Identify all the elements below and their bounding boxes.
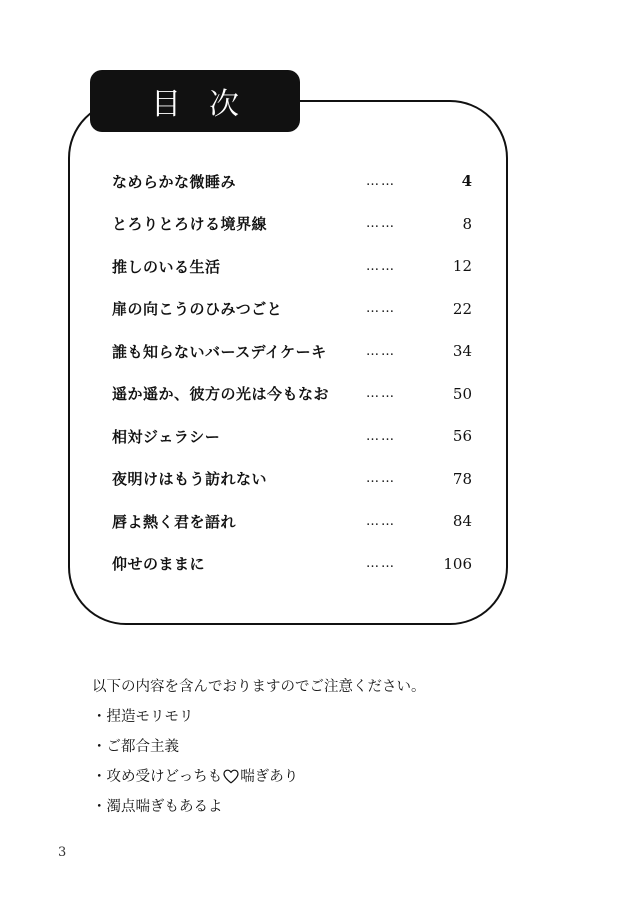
toc-entry-leader: ……: [366, 513, 396, 529]
toc-entry-title: なめらかな微睡み: [112, 172, 237, 191]
toc-entry-leader: ……: [366, 343, 396, 359]
toc-entry-leader: ……: [366, 173, 396, 189]
toc-entry-page: 4: [461, 172, 472, 191]
toc-entry-page: 56: [452, 427, 472, 446]
content-warning-intro: 以下の内容を含んでおりますのでご注意ください。: [92, 679, 426, 695]
toc-entry-leader: ……: [366, 428, 396, 444]
toc-entry-page: 12: [452, 257, 472, 276]
toc-entry-title: 扉の向こうのひみつごと: [112, 300, 283, 319]
content-warning-text: ・捏造モリモリ: [92, 709, 194, 725]
toc-entry-title: 唇よ熱く君を語れ: [112, 512, 237, 531]
toc-entry-leader: ……: [366, 386, 396, 402]
toc-entry-leader: ……: [366, 216, 396, 232]
page-number: 3: [58, 845, 67, 860]
toc-entry-leader: ……: [366, 556, 396, 572]
toc-entry-title: 相対ジェラシー: [112, 427, 221, 446]
toc-entry[interactable]: [112, 500, 472, 543]
content-warning-text: ・攻め受けどっちも: [92, 769, 223, 785]
heart-icon: [223, 769, 239, 784]
toc-entry[interactable]: [112, 160, 472, 203]
toc-entry-page: 8: [462, 214, 472, 233]
content-warning-list: [92, 706, 512, 826]
toc-entry[interactable]: [112, 245, 472, 288]
toc-entry-page: 106: [443, 554, 472, 573]
toc-entry-title: 仰せのままに: [112, 555, 206, 574]
toc-entry-leader: ……: [366, 301, 396, 317]
toc-entry[interactable]: [112, 203, 472, 246]
toc-entry[interactable]: [112, 288, 472, 331]
content-warning-text: ・ご都合主義: [92, 739, 179, 755]
content-warning: [92, 676, 512, 826]
toc-entry-title: 推しのいる生活: [112, 257, 221, 276]
toc-entry[interactable]: [112, 543, 472, 586]
toc-entry[interactable]: [112, 458, 472, 501]
toc-entry-leader: ……: [366, 258, 396, 274]
content-warning-item: [92, 706, 512, 736]
toc-entry-page: 84: [452, 512, 472, 531]
content-warning-item: [92, 766, 512, 796]
toc-entry-title: 誰も知らないバースデイケーキ: [112, 342, 327, 361]
toc-entry-page: 50: [452, 384, 472, 403]
toc-entry-title: 遥か遥か、彼方の光は今もなお: [112, 385, 330, 404]
toc-heading: 目次: [90, 70, 300, 132]
toc-entry-page: 78: [452, 469, 472, 488]
toc-entry[interactable]: [112, 415, 472, 458]
content-warning-text: 喘ぎあり: [240, 769, 299, 785]
toc-list: [112, 160, 472, 585]
toc-entry[interactable]: [112, 330, 472, 373]
toc-entry-page: 34: [452, 342, 472, 361]
toc-entry-title: 夜明けはもう訪れない: [112, 470, 268, 489]
toc-entry[interactable]: [112, 373, 472, 416]
content-warning-item: [92, 796, 512, 826]
toc-entry-title: とろりとろける境界線: [112, 215, 268, 234]
content-warning-text: ・濁点喘ぎもあるよ: [92, 799, 223, 815]
toc-entry-page: 22: [452, 299, 472, 318]
content-warning-item: [92, 736, 512, 766]
toc-entry-leader: ……: [366, 471, 396, 487]
